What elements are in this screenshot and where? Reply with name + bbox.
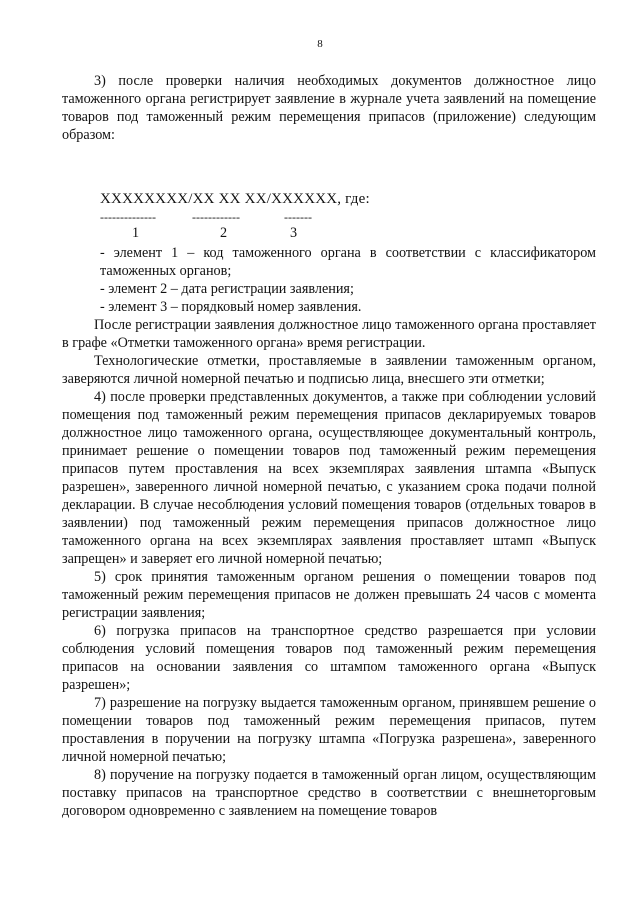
element-number-1: 1 [132,225,140,241]
paragraph-5: 5) срок принятия таможенным органом решения о помещении товаров под таможенный режим перемещения припасов не должен превышать 24 часов с момента регистрации заявления; [62,569,596,621]
paragraph-tech-marks: Технологические отметки, проставляемые в заявлении таможенным органом, заверяются личной номерной печатью и подписью лица, внесшего эти отметки; [62,353,596,387]
paragraph-registration: После регистрации заявления должностное лицо таможенного органа проставляет в графе «Отметки таможенного органа» время регистрации. [62,317,596,351]
paragraph-8: 8) поручение на погрузку подается в таможенный орган лицом, осуществляющим поставку припасов на транспортное средство в соответствии с внешнеторговым договором одновременно с заявлением на помещение товаров [62,767,596,819]
underline-element-3: ------- [284,210,312,224]
underline-element-2: ------------ [192,210,240,224]
number-format-line: XXXXXXXX/XX XX XX/XXXXXX, где: [100,191,370,207]
element-2-description: - элемент 2 – дата регистрации заявления; [100,281,354,297]
format-underline-row [100,208,596,224]
element-number-2: 2 [220,225,228,241]
underline-element-1: -------------- [100,210,156,224]
element-3-description: - элемент 3 – порядковый номер заявления. [100,299,362,315]
registration-number-format [100,190,596,244]
paragraph-3: 3) после проверки наличия необходимых документов должностное лицо таможенного органа регистрирует заявление в журнале учета заявлений на помещение товаров под таможенный режим перемещения припасов (приложение) следующим образом: [62,73,596,143]
paragraph-6: 6) погрузка припасов на транспортное средство разрешается при условии соблюдения условий помещения товаров под таможенный режим перемещения припасов на основании заявления со штампом таможенного органа «Выпуск разрешен»; [62,623,596,693]
paragraph-4: 4) после проверки представленных документов, а также при соблюдении условий помещения под таможенный режим перемещения припасов декларируемых товаров должностное лицо таможенного органа, осуществляющее документальный контроль, принимает решение о помещении товаров под таможенный режим перемещения припасов путем проставления на всех экземплярах заявления штампа «Выпуск разрешен», заверенного личной номерной печатью, с указанием срока подачи полной декларации. В случае несоблюдения условий помещения товаров (отдельных товаров в заявлении) под таможенный режим перемещения припасов должностное лицо таможенного органа на всех экземплярах заявления проставляет штамп «Выпуск запрещен» и заверяет его личной номерной печатью; [62,389,596,567]
paragraph-7: 7) разрешение на погрузку выдается таможенным органом, принявшем решение о помещении товаров под таможенный режим перемещения припасов, путем проставления в поручении на погрузку штампа «Погрузка разрешена», заверенного личной номерной печатью; [62,695,596,765]
format-number-row [100,224,596,244]
document-body [62,72,596,820]
element-number-3: 3 [290,225,298,241]
element-1-description: - элемент 1 – код таможенного органа в соответствии с классификатором таможенных органов; [100,245,596,279]
page-number: 8 [317,38,323,50]
